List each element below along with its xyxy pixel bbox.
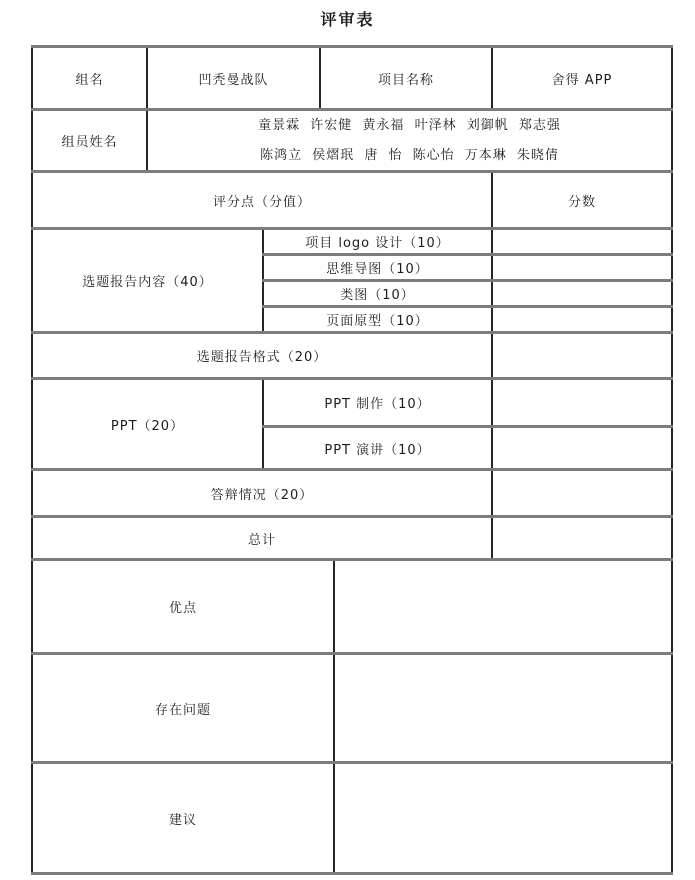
score-cell-ppt-presentation [492, 427, 672, 470]
criteria-header: 评分点（分值） [32, 172, 492, 229]
problems-content-cell [334, 654, 672, 763]
criteria-item-logo-design: 项目 logo 设计（10） [263, 229, 492, 255]
score-cell-page-prototype [492, 307, 672, 333]
criteria-item-mind-map: 思维导图（10） [263, 255, 492, 281]
topic-report-content-label: 选题报告内容（40） [32, 229, 263, 333]
members-value [147, 110, 672, 172]
criteria-item-class-diagram: 类图（10） [263, 281, 492, 307]
score-cell-class-diagram [492, 281, 672, 307]
suggestions-content-cell [334, 763, 672, 874]
members-line-2: 陈鸿立 侯熠珉 唐 怡 陈心怡 万本琳 朱晓倩 [260, 148, 559, 163]
topic-report-format-label: 选题报告格式（20） [32, 333, 492, 379]
problems-label: 存在问题 [32, 654, 334, 763]
group-name-label: 组名 [32, 47, 147, 110]
score-cell-logo-design [492, 229, 672, 255]
group-name-value: 凹秃曼战队 [147, 47, 320, 110]
score-cell-ppt-making [492, 379, 672, 427]
members-label: 组员姓名 [32, 110, 147, 172]
criteria-item-page-prototype: 页面原型（10） [263, 307, 492, 333]
total-label: 总计 [32, 517, 492, 560]
strengths-label: 优点 [32, 560, 334, 654]
strengths-content-cell [334, 560, 672, 654]
criteria-item-ppt-making: PPT 制作（10） [263, 379, 492, 427]
page-title: 评审表 [320, 10, 375, 29]
score-cell-mind-map [492, 255, 672, 281]
score-header: 分数 [492, 172, 672, 229]
suggestions-label: 建议 [32, 763, 334, 874]
project-name-label: 项目名称 [320, 47, 492, 110]
project-name-value: 舍得 APP [492, 47, 672, 110]
score-cell-defense [492, 470, 672, 517]
review-form-table [31, 45, 673, 875]
ppt-label: PPT（20） [32, 379, 263, 470]
score-cell-total [492, 517, 672, 560]
defense-label: 答辩情况（20） [32, 470, 492, 517]
criteria-item-ppt-presentation: PPT 演讲（10） [263, 427, 492, 470]
members-line-1: 童景霖 许宏健 黄永福 叶泽林 刘御帆 郑志强 [258, 118, 561, 133]
score-cell-report-format [492, 333, 672, 379]
